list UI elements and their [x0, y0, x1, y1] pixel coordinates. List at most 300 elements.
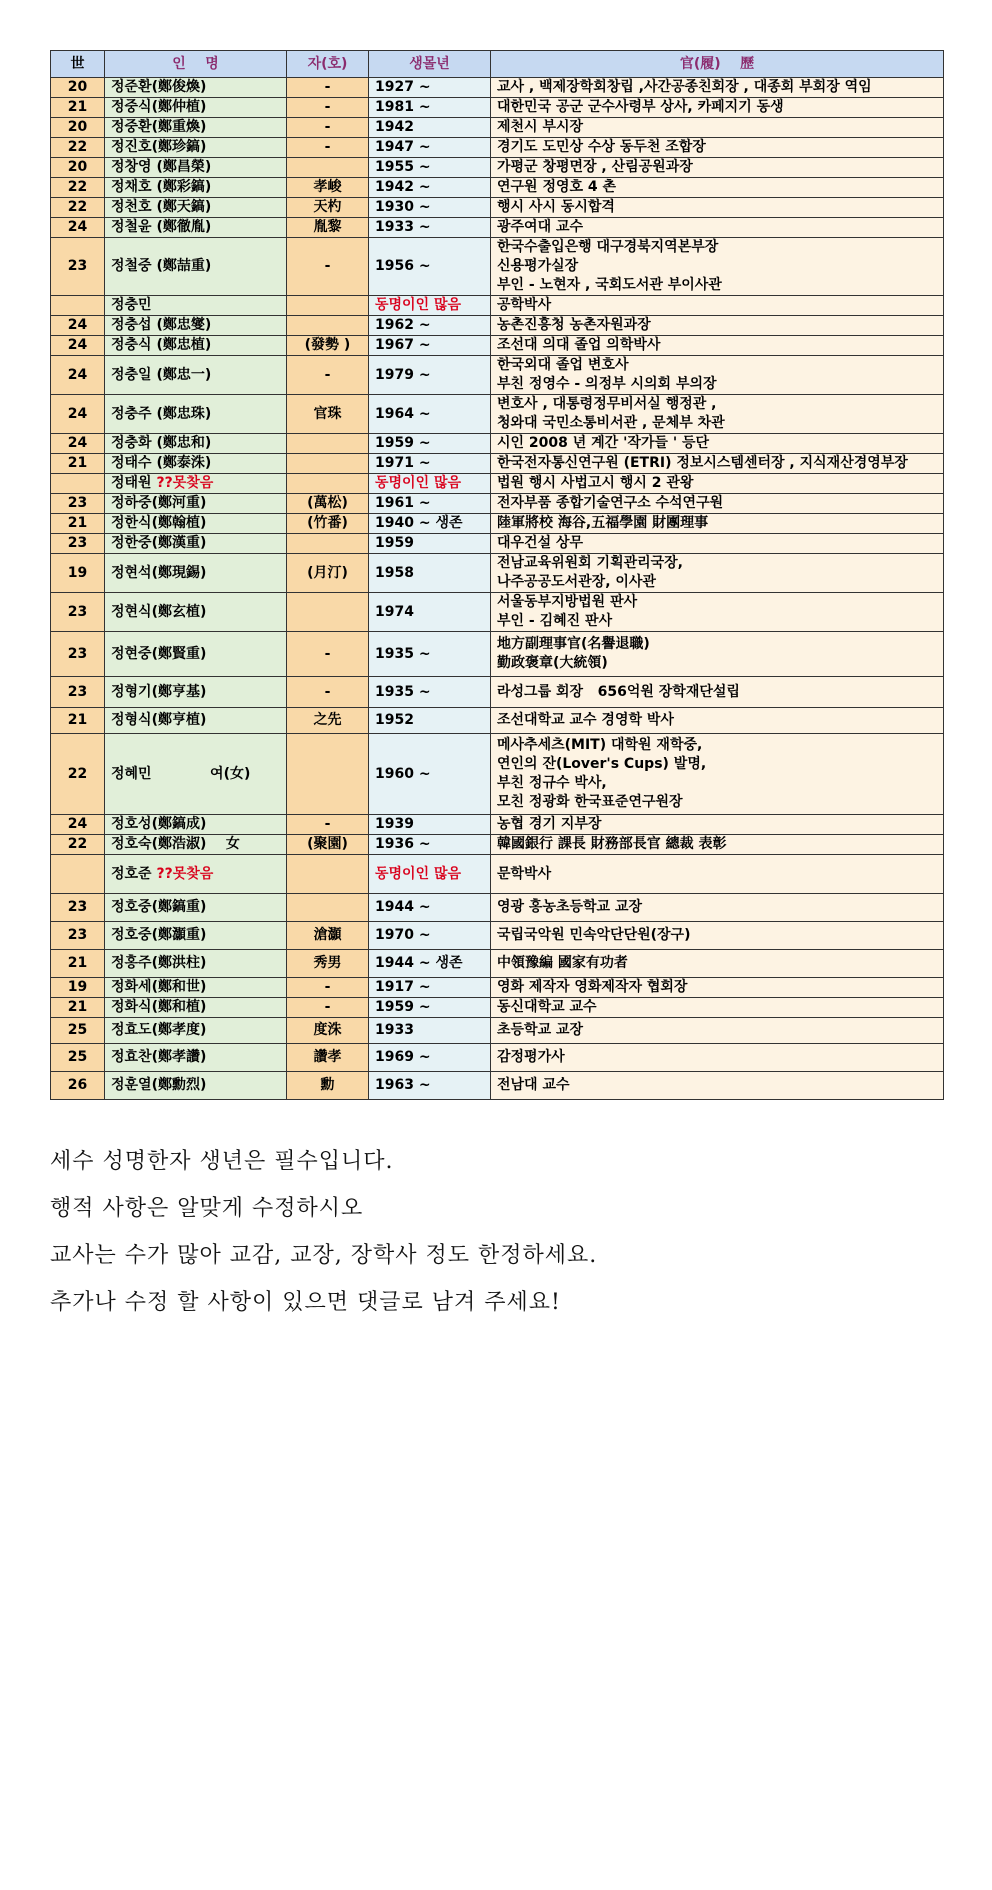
generation-cell — [51, 78, 105, 98]
ho-cell — [287, 998, 369, 1018]
history-cell — [491, 978, 944, 998]
person-name: 정혜민 여(女) — [111, 765, 251, 782]
generation-cell — [51, 98, 105, 118]
birth-cell — [369, 198, 491, 218]
history-cell — [491, 474, 944, 494]
birth-value: 1961 ~ — [375, 495, 431, 511]
birth-cell — [369, 238, 491, 296]
birth-cell — [369, 950, 491, 978]
birth-value: 1955 ~ — [375, 159, 431, 175]
birth-cell — [369, 632, 491, 677]
birth-cell — [369, 1044, 491, 1072]
history-line: 법원 행시 사법고시 행시 2 관왕 — [497, 475, 694, 491]
name-cell — [105, 978, 287, 998]
table-row — [51, 593, 944, 632]
history-cell — [491, 218, 944, 238]
table-row — [51, 1018, 944, 1044]
history-cell — [491, 950, 944, 978]
birth-value: 1935 ~ — [375, 645, 431, 662]
table-row — [51, 998, 944, 1018]
history-line: 국립국악원 민속악단단원(장구) — [497, 927, 691, 943]
birth-value: 1956 ~ — [375, 258, 431, 274]
ho-cell — [287, 950, 369, 978]
generation-value: 24 — [67, 435, 88, 451]
generation-value: 24 — [67, 405, 88, 422]
generation-value: 24 — [67, 816, 88, 832]
birth-value: 1952 — [375, 712, 414, 728]
person-name: 정중환(鄭重煥) — [111, 119, 207, 135]
name-cell — [105, 158, 287, 178]
generation-value: 24 — [67, 366, 88, 383]
generation-value: 23 — [67, 899, 88, 915]
generation-cell — [51, 356, 105, 395]
birth-cell — [369, 708, 491, 734]
name-cell — [105, 316, 287, 336]
generation-cell — [51, 593, 105, 632]
ho-cell — [287, 1072, 369, 1100]
genealogy-table — [50, 50, 944, 1100]
birth-cell — [369, 178, 491, 198]
ho-cell — [287, 454, 369, 474]
generation-cell — [51, 894, 105, 922]
name-cell — [105, 198, 287, 218]
history-cell — [491, 593, 944, 632]
birth-cell — [369, 316, 491, 336]
table-row — [51, 454, 944, 474]
ho-cell — [287, 677, 369, 708]
history-cell — [491, 1018, 944, 1044]
ho-cell — [287, 922, 369, 950]
generation-value: 19 — [67, 564, 88, 581]
birth-value: 1963 ~ — [375, 1077, 431, 1093]
history-cell — [491, 632, 944, 677]
generation-value: 23 — [67, 683, 88, 700]
ho-value: 胤黎 — [313, 219, 342, 235]
generation-value: 23 — [67, 645, 88, 662]
history-cell — [491, 158, 944, 178]
birth-cell — [369, 78, 491, 98]
ho-cell — [287, 894, 369, 922]
birth-value: 1958 — [375, 564, 414, 581]
generation-value: 23 — [67, 258, 88, 274]
not-found-note: ??못찾음 — [156, 865, 214, 882]
ho-cell — [287, 434, 369, 454]
generation-value: 24 — [67, 219, 88, 235]
generation-cell — [51, 815, 105, 835]
name-cell — [105, 178, 287, 198]
birth-cell — [369, 514, 491, 534]
ho-value: 天杓 — [313, 199, 342, 215]
ho-cell — [287, 218, 369, 238]
name-cell — [105, 1044, 287, 1072]
birth-cell — [369, 454, 491, 474]
person-name: 정현석(鄭現錫) — [111, 564, 207, 581]
history-cell — [491, 118, 944, 138]
table-row — [51, 474, 944, 494]
history-line: 陸軍將校 海谷,五福學園 財團理事 — [497, 515, 709, 531]
history-line: 전남교육위원회 기획관리국장, — [497, 555, 684, 571]
ho-value: - — [324, 258, 331, 274]
generation-value: 22 — [67, 199, 88, 215]
ho-value: (月汀) — [307, 564, 348, 581]
history-line: 전자부품 종합기술연구소 수석연구원 — [497, 495, 724, 511]
birth-cell — [369, 1072, 491, 1100]
table-row — [51, 336, 944, 356]
person-name: 정효도(鄭孝度) — [111, 1022, 207, 1038]
birth-value: 동명이인 많음 — [375, 297, 462, 313]
table-row — [51, 316, 944, 336]
table-row — [51, 734, 944, 815]
ho-value: - — [324, 645, 331, 662]
history-line: 교사 , 백제장학회창립 ,사간공종친회장 , 대종회 부회장 역임 — [497, 79, 872, 95]
history-line: 中領豫編 國家有功者 — [497, 955, 628, 971]
person-name: 정하중(鄭河重) — [111, 495, 207, 511]
generation-value: 19 — [67, 979, 88, 995]
history-cell — [491, 855, 944, 894]
ho-value: - — [324, 366, 331, 383]
generation-value: 24 — [67, 317, 88, 333]
birth-value: 1959 ~ — [375, 999, 431, 1015]
name-cell — [105, 998, 287, 1018]
history-line: 농협 경기 지부장 — [497, 816, 602, 832]
birth-cell — [369, 296, 491, 316]
generation-value: 21 — [67, 455, 88, 471]
table-row — [51, 296, 944, 316]
table-row — [51, 356, 944, 395]
history-line: 地方副理事官(名譽退職) — [497, 636, 650, 652]
ho-value: - — [324, 816, 331, 832]
history-line: 변호사 , 대통령정무비서실 행정관 , — [497, 396, 717, 412]
generation-cell — [51, 494, 105, 514]
birth-value: 1959 ~ — [375, 435, 431, 451]
table-row — [51, 158, 944, 178]
birth-cell — [369, 218, 491, 238]
table-row — [51, 434, 944, 454]
ho-cell — [287, 158, 369, 178]
note-line: 세수 성명한자 생년은 필수입니다. — [50, 1149, 394, 1174]
name-cell — [105, 454, 287, 474]
name-cell — [105, 296, 287, 316]
ho-value: 讚孝 — [313, 1049, 342, 1065]
history-cell — [491, 454, 944, 474]
birth-value: 1942 — [375, 119, 414, 135]
history-cell — [491, 835, 944, 855]
birth-value: 1942 ~ — [375, 179, 431, 195]
note-line: 교사는 수가 많아 교감, 교장, 장학사 정도 한정하세요. — [50, 1243, 598, 1268]
generation-cell — [51, 395, 105, 434]
birth-cell — [369, 138, 491, 158]
birth-value: 1944 ~ 생존 — [375, 955, 463, 971]
history-line: 시인 2008 년 계간 '작가들 ' 등단 — [497, 435, 710, 451]
header-generation: 世 — [51, 51, 105, 78]
generation-value: 22 — [67, 139, 88, 155]
history-line: 대한민국 공군 군수사령부 상사, 카페지기 동생 — [497, 99, 784, 115]
history-line: 동신대학교 교수 — [497, 999, 597, 1015]
name-cell — [105, 534, 287, 554]
table-row — [51, 138, 944, 158]
history-cell — [491, 922, 944, 950]
table-row — [51, 922, 944, 950]
ho-value: - — [324, 683, 331, 700]
generation-value: 23 — [67, 927, 88, 943]
generation-value: 20 — [67, 119, 88, 135]
history-line: 영화 제작자 영화제작자 협회장 — [497, 979, 688, 995]
birth-value: 동명이인 많음 — [375, 865, 462, 882]
history-line: 초등학교 교장 — [497, 1022, 584, 1038]
birth-value: 1974 — [375, 603, 414, 620]
name-cell — [105, 593, 287, 632]
person-name: 정훈열(鄭勳烈) — [111, 1077, 207, 1093]
history-line: 공학박사 — [497, 297, 552, 313]
history-line: 부인 - 김혜진 판사 — [497, 613, 613, 629]
ho-value: 度洙 — [313, 1022, 342, 1038]
generation-value: 21 — [67, 999, 88, 1015]
table-row — [51, 632, 944, 677]
person-name: 정태원 — [111, 475, 152, 491]
person-name: 정호숙(鄭浩淑) 女 — [111, 836, 240, 852]
table-row — [51, 98, 944, 118]
generation-cell — [51, 534, 105, 554]
birth-cell — [369, 677, 491, 708]
generation-cell — [51, 554, 105, 593]
ho-value: - — [324, 999, 331, 1015]
history-cell — [491, 734, 944, 815]
birth-cell — [369, 835, 491, 855]
header-name: 인 명 — [105, 51, 287, 78]
birth-cell — [369, 1018, 491, 1044]
name-cell — [105, 118, 287, 138]
name-cell — [105, 554, 287, 593]
notes-section — [50, 1150, 597, 1338]
history-cell — [491, 395, 944, 434]
birth-cell — [369, 434, 491, 454]
generation-value: 24 — [67, 337, 88, 353]
history-cell — [491, 815, 944, 835]
table-row — [51, 677, 944, 708]
name-cell — [105, 434, 287, 454]
birth-cell — [369, 922, 491, 950]
birth-value: 1947 ~ — [375, 139, 431, 155]
generation-value: 21 — [67, 515, 88, 531]
name-cell — [105, 922, 287, 950]
history-cell — [491, 198, 944, 218]
history-line: 신용평가실장 — [497, 258, 579, 274]
name-cell — [105, 815, 287, 835]
generation-value: 22 — [67, 836, 88, 852]
birth-value: 1964 ~ — [375, 405, 431, 422]
person-name: 정충주 (鄭忠珠) — [111, 405, 212, 422]
person-name: 정호중(鄭鎬重) — [111, 899, 207, 915]
birth-cell — [369, 593, 491, 632]
person-name: 정화세(鄭和世) — [111, 979, 207, 995]
history-line: 광주여대 교수 — [497, 219, 584, 235]
name-cell — [105, 238, 287, 296]
table-row — [51, 178, 944, 198]
generation-cell — [51, 454, 105, 474]
history-line: 韓國銀行 課長 財務部長官 總裁 表彰 — [497, 836, 727, 852]
generation-cell — [51, 218, 105, 238]
birth-value: 1933 ~ — [375, 219, 431, 235]
generation-value: 21 — [67, 712, 88, 728]
person-name: 정충일 (鄭忠一) — [111, 366, 212, 383]
name-cell — [105, 395, 287, 434]
history-line: 勤政褒章(大統領) — [497, 655, 608, 671]
person-name: 정중식(鄭仲植) — [111, 99, 207, 115]
generation-value: 25 — [67, 1022, 88, 1038]
history-cell — [491, 998, 944, 1018]
history-line: 감정평가사 — [497, 1049, 565, 1065]
generation-cell — [51, 1044, 105, 1072]
history-line: 메사추세츠(MIT) 대학원 재학중, — [497, 737, 703, 753]
history-line: 전남대 교수 — [497, 1077, 570, 1093]
ho-value: (聚園) — [307, 836, 348, 852]
birth-value: 1960 ~ — [375, 765, 431, 782]
ho-value: (發勢 ) — [304, 337, 351, 353]
name-cell — [105, 514, 287, 534]
ho-value: 官珠 — [313, 405, 342, 422]
generation-cell — [51, 978, 105, 998]
birth-cell — [369, 395, 491, 434]
name-cell — [105, 855, 287, 894]
history-line: 부친 정규수 박사, — [497, 775, 607, 791]
birth-value: 1967 ~ — [375, 337, 431, 353]
name-cell — [105, 677, 287, 708]
birth-cell — [369, 734, 491, 815]
ho-cell — [287, 474, 369, 494]
ho-value: - — [324, 139, 331, 155]
name-cell — [105, 1072, 287, 1100]
ho-value: 之先 — [313, 712, 342, 728]
history-line: 연인의 잔(Lover's Cups) 발명, — [497, 756, 707, 772]
birth-value: 1979 ~ — [375, 366, 431, 383]
name-cell — [105, 708, 287, 734]
birth-value: 1969 ~ — [375, 1049, 431, 1065]
ho-cell — [287, 554, 369, 593]
table-row — [51, 978, 944, 998]
birth-value: 1944 ~ — [375, 899, 431, 915]
generation-value: 20 — [67, 159, 88, 175]
birth-cell — [369, 118, 491, 138]
ho-cell — [287, 316, 369, 336]
generation-cell — [51, 922, 105, 950]
generation-cell — [51, 296, 105, 316]
history-line: 라성그룹 회장 656억원 장학재단설립 — [497, 683, 740, 700]
birth-value: 1936 ~ — [375, 836, 431, 852]
birth-value: 1959 — [375, 535, 414, 551]
ho-cell — [287, 835, 369, 855]
ho-cell — [287, 98, 369, 118]
header-birth: 생몰년 — [369, 51, 491, 78]
generation-cell — [51, 434, 105, 454]
person-name: 정충민 — [111, 297, 152, 313]
history-cell — [491, 677, 944, 708]
history-cell — [491, 336, 944, 356]
table-row — [51, 855, 944, 894]
birth-cell — [369, 474, 491, 494]
table-row — [51, 534, 944, 554]
birth-cell — [369, 998, 491, 1018]
ho-cell — [287, 238, 369, 296]
ho-cell — [287, 1044, 369, 1072]
birth-cell — [369, 855, 491, 894]
person-name: 정한식(鄭翰植) — [111, 515, 207, 531]
generation-cell — [51, 336, 105, 356]
ho-cell — [287, 296, 369, 316]
generation-cell — [51, 158, 105, 178]
history-line: 나주공공도서관장, 이사관 — [497, 574, 656, 590]
table-row — [51, 514, 944, 534]
person-name: 정철윤 (鄭徹胤) — [111, 219, 212, 235]
person-name: 정충식 (鄭忠植) — [111, 337, 212, 353]
table-row — [51, 835, 944, 855]
birth-cell — [369, 978, 491, 998]
generation-value: 26 — [67, 1077, 88, 1093]
ho-cell — [287, 395, 369, 434]
generation-cell — [51, 198, 105, 218]
name-cell — [105, 218, 287, 238]
birth-cell — [369, 158, 491, 178]
history-line: 모친 정광화 한국표준연구원장 — [497, 794, 683, 810]
history-cell — [491, 494, 944, 514]
ho-cell — [287, 336, 369, 356]
generation-value: 23 — [67, 603, 88, 620]
table-row — [51, 554, 944, 593]
person-name: 정창영 (鄭昌榮) — [111, 159, 212, 175]
table-row — [51, 78, 944, 98]
table-header-row — [51, 51, 944, 78]
person-name: 정충섭 (鄭忠燮) — [111, 317, 212, 333]
history-line: 청와대 국민소통비서관 , 문체부 차관 — [497, 415, 725, 431]
generation-cell — [51, 118, 105, 138]
table-row — [51, 218, 944, 238]
generation-cell — [51, 514, 105, 534]
birth-cell — [369, 815, 491, 835]
name-cell — [105, 356, 287, 395]
table-row — [51, 1072, 944, 1100]
birth-value: 1981 ~ — [375, 99, 431, 115]
history-line: 가평군 창평면장 , 산림공원과장 — [497, 159, 693, 175]
person-name: 정홍주(鄭洪柱) — [111, 955, 207, 971]
history-line: 농촌진흥청 농촌자원과장 — [497, 317, 651, 333]
history-cell — [491, 434, 944, 454]
ho-cell — [287, 78, 369, 98]
person-name: 정효찬(鄭孝讚) — [111, 1049, 207, 1065]
history-cell — [491, 1072, 944, 1100]
generation-cell — [51, 950, 105, 978]
history-cell — [491, 296, 944, 316]
table-row — [51, 950, 944, 978]
name-cell — [105, 336, 287, 356]
birth-value: 1971 ~ — [375, 455, 431, 471]
name-cell — [105, 950, 287, 978]
history-cell — [491, 1044, 944, 1072]
birth-value: 1933 — [375, 1022, 414, 1038]
person-name: 정충화 (鄭忠和) — [111, 435, 212, 451]
ho-cell — [287, 118, 369, 138]
ho-value: - — [324, 79, 331, 95]
history-cell — [491, 316, 944, 336]
name-cell — [105, 835, 287, 855]
birth-cell — [369, 98, 491, 118]
person-name: 정화식(鄭和植) — [111, 999, 207, 1015]
history-line: 조선대 의대 졸업 의학박사 — [497, 337, 661, 353]
table-row — [51, 198, 944, 218]
ho-value: 孝峻 — [313, 179, 342, 195]
table-row — [51, 894, 944, 922]
generation-value: 22 — [67, 765, 88, 782]
generation-cell — [51, 677, 105, 708]
person-name: 정형기(鄭亨基) — [111, 683, 207, 700]
